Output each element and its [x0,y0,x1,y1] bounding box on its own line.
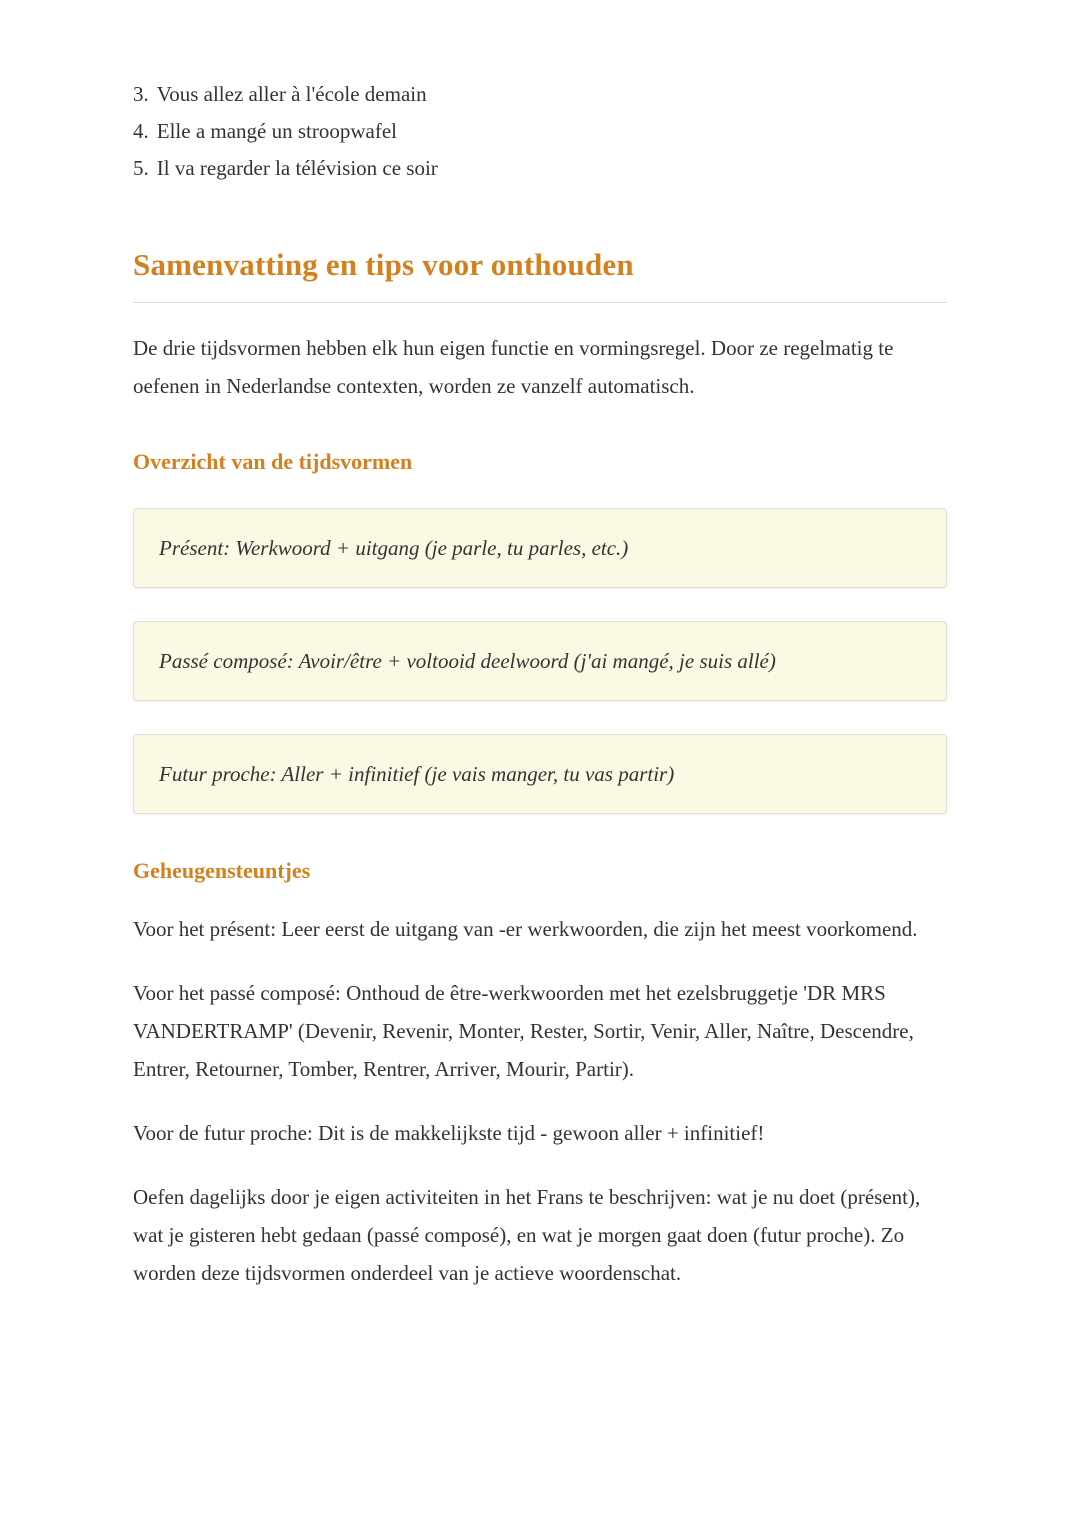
subheading-overzicht: Overzicht van de tijdsvormen [133,449,413,474]
document-page [133,0,947,1292]
list-item-text: Vous allez aller à l'école demain [156,82,427,106]
list-item [133,76,947,113]
list-item [133,150,947,187]
practice-tip-paragraph: Oefen dagelijks door je eigen activiteiten in het Frans te beschrijven: wat je nu doet (présent), wat je gisteren hebt gedaan (passé composé), en wat je morgen gaat doen (futur proche). Zo worden deze tijdsvormen onderdeel van je actieve woordenschat. [133,1185,921,1285]
formula-text-present: Présent: Werkwoord + uitgang (je parle, tu parles, etc.) [159,536,629,560]
list-item-number: 3. [133,82,149,106]
formula-box-futur-proche [133,734,947,814]
list-item-text: Elle a mangé un stroopwafel [156,119,397,143]
list-item [133,113,947,150]
list-item-number: 4. [133,119,149,143]
formula-box-present [133,508,947,588]
intro-paragraph: De drie tijdsvormen hebben elk hun eigen functie en vormingsregel. Door ze regelmatig te oefenen in Nederlandse contexten, worden ze vanzelf automatisch. [133,336,894,398]
mnemonic-paragraph-futur-proche: Voor de futur proche: Dit is de makkelijkste tijd - gewoon aller + infinitief! [133,1121,765,1145]
exercise-list [133,76,947,187]
formula-text-futur-proche: Futur proche: Aller + infinitief (je vais manger, tu vas partir) [159,762,675,786]
mnemonic-paragraph-passe-compose: Voor het passé composé: Onthoud de être-werkwoorden met het ezelsbruggetje 'DR MRS VANDERTRAMP' (Devenir, Revenir, Monter, Rester, Sortir, Venir, Aller, Naître, Descendre, Entrer, Retourner, Tomber, Rentrer, Arriver, Mourir, Partir). [133,981,914,1081]
formula-text-passe-compose: Passé composé: Avoir/être + voltooid deelwoord (j'ai mangé, je suis allé) [159,649,776,673]
formula-box-passe-compose [133,621,947,701]
subheading-geheugensteuntjes: Geheugensteuntjes [133,858,311,883]
list-item-text: Il va regarder la télévision ce soir [156,156,438,180]
list-item-number: 5. [133,156,149,180]
mnemonic-paragraph-present: Voor het présent: Leer eerst de uitgang van -er werkwoorden, die zijn het meest voorkomend. [133,917,918,941]
section-title-samenvatting: Samenvatting en tips voor onthouden [133,247,947,303]
